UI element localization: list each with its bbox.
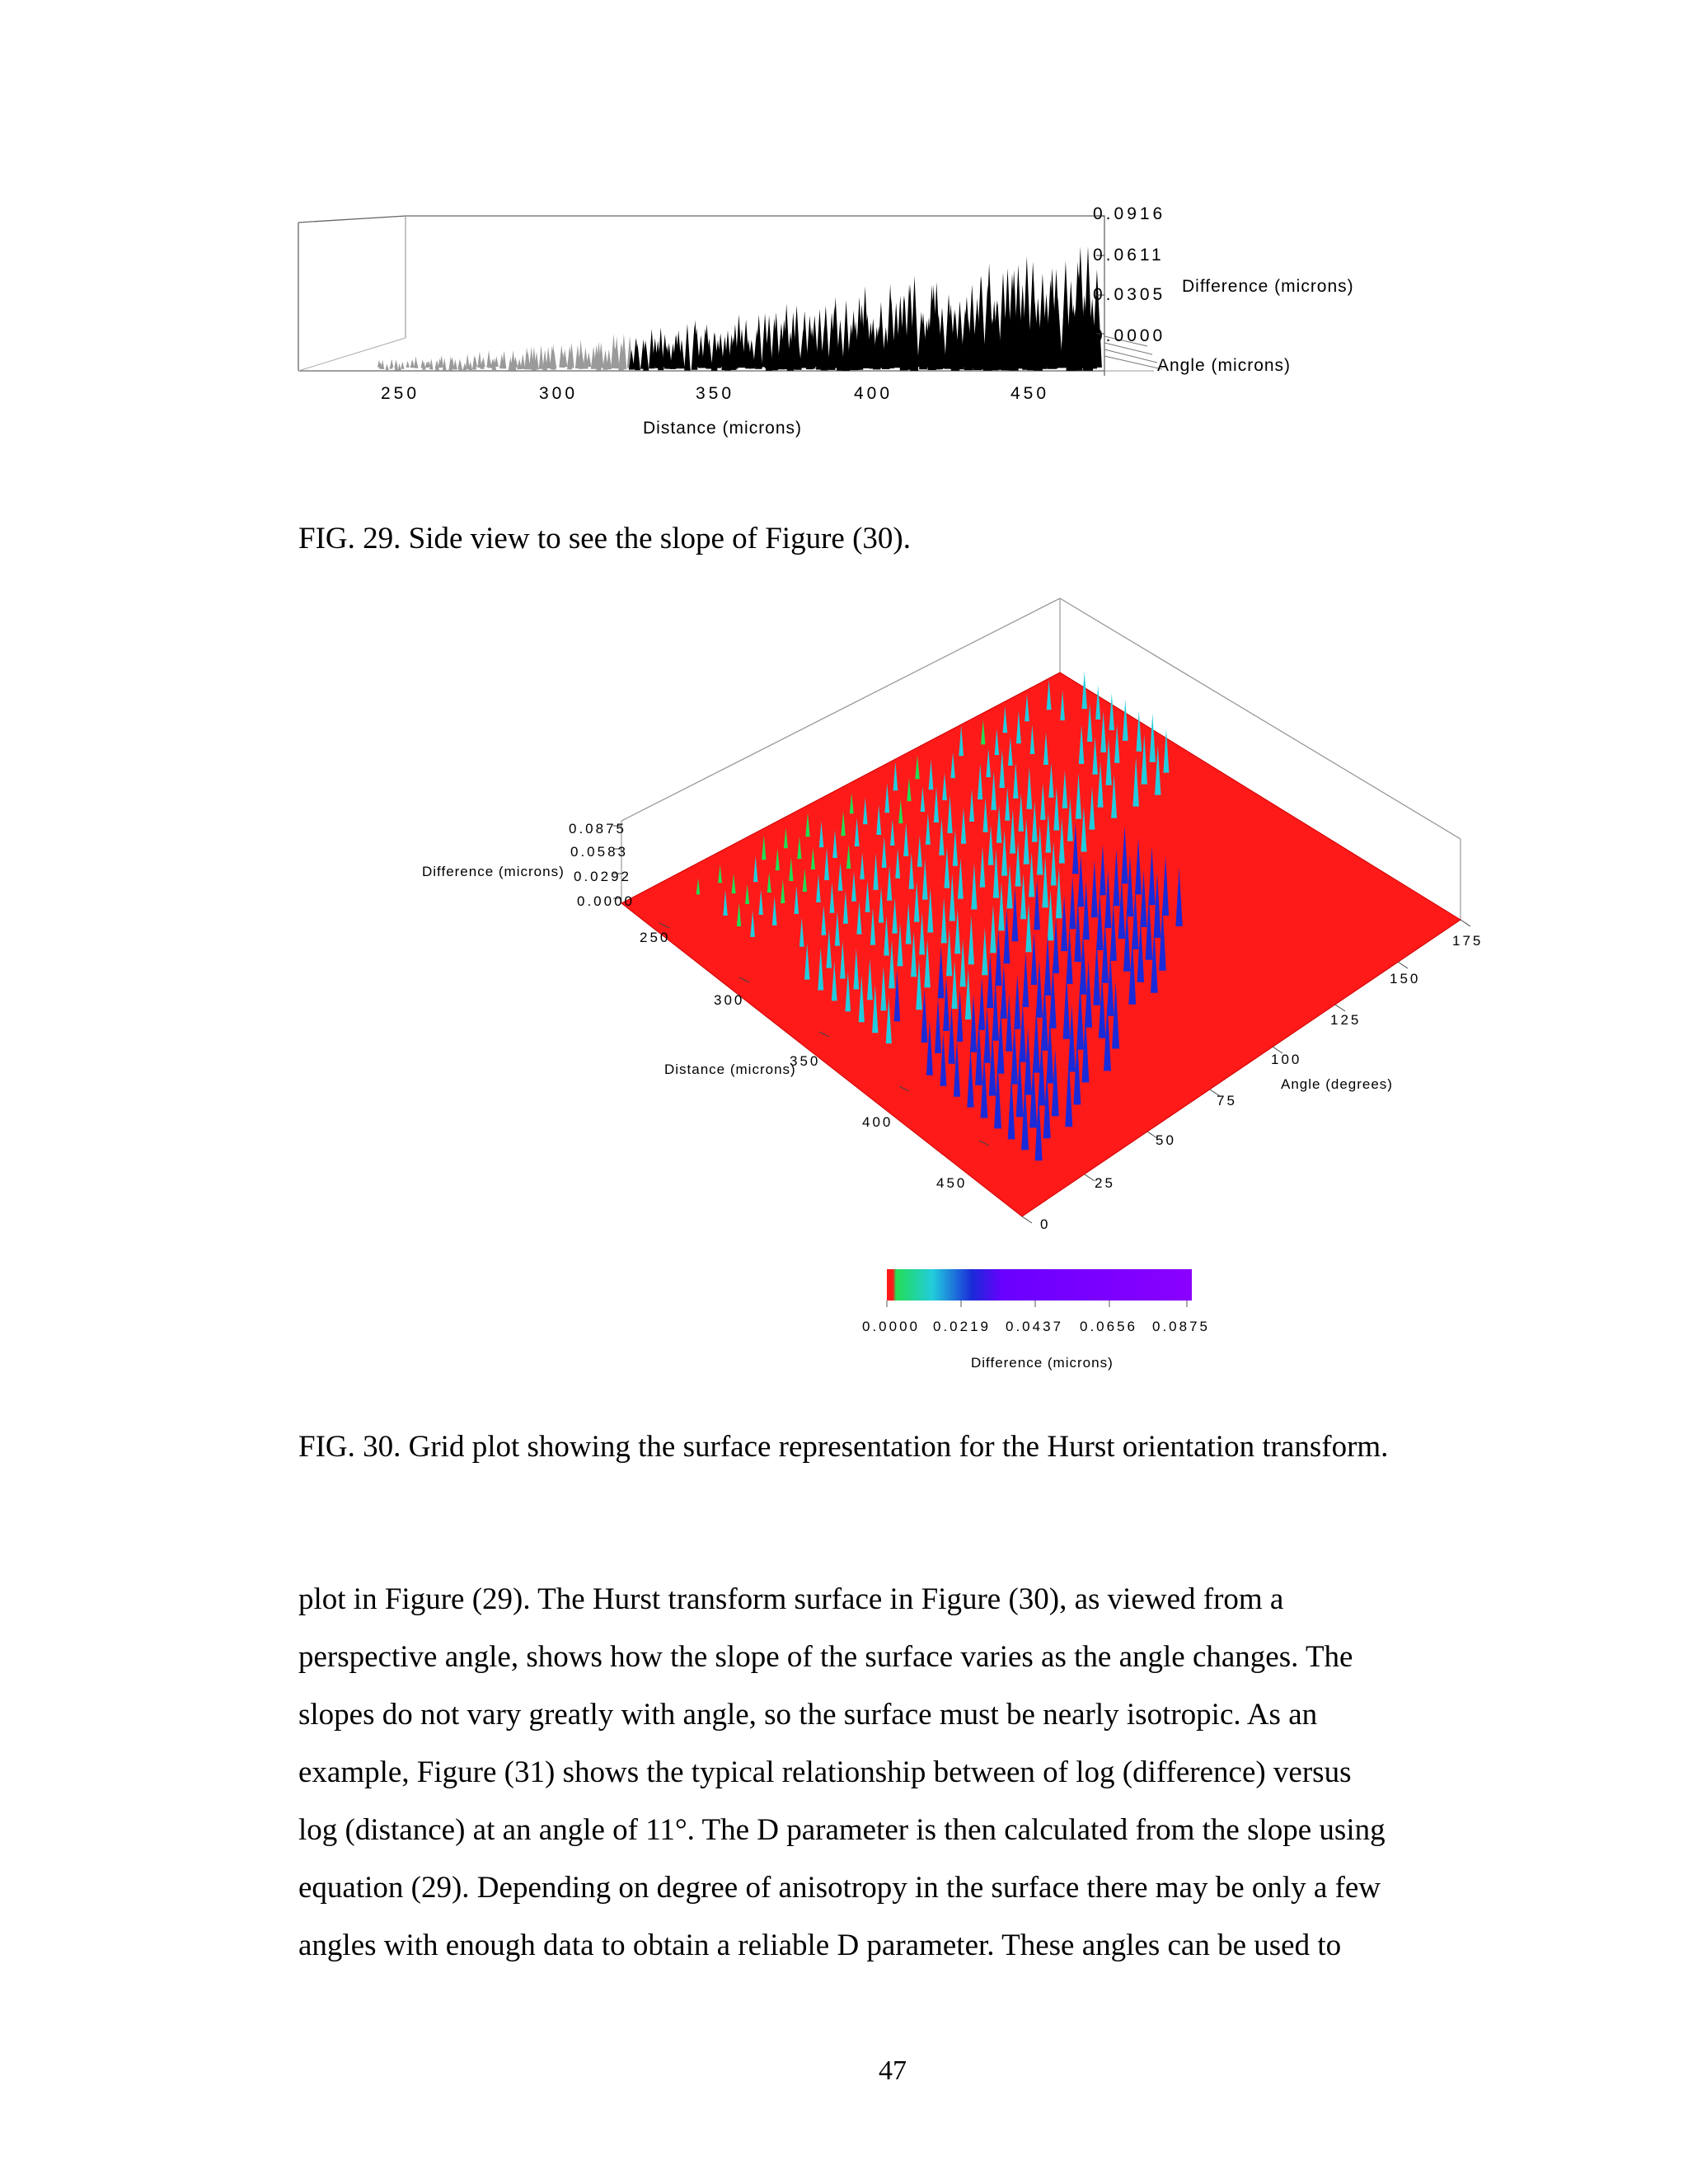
fig29-spike <box>414 356 417 368</box>
fig30-angle-tick-3: 75 <box>1217 1093 1237 1108</box>
fig30-angle-tick-6: 150 <box>1390 971 1421 987</box>
fig29-spikes <box>377 246 1102 371</box>
fig30-z-tick-0: 0.0875 <box>569 821 626 837</box>
fig30-colorbar-tick-0: 0.0000 <box>862 1319 920 1334</box>
body-paragraph <box>298 1571 1493 1975</box>
body-line: equation (29). Depending on degree of anisotropy in the surface there may be only a few <box>298 1871 1381 1905</box>
fig29-spike <box>477 351 481 368</box>
fig30-z-tick-1: 0.0583 <box>570 844 628 860</box>
fig29-z-tick-0: 0.0916 <box>1093 204 1166 223</box>
fig30-colorbar-tick-2: 0.0437 <box>1006 1319 1063 1334</box>
fig30-colorbar-tick-3: 0.0656 <box>1080 1319 1137 1334</box>
body-line: log (distance) at an angle of 11°. The D parameter is then calculated from the slope using <box>298 1813 1386 1847</box>
fig29-spike <box>443 358 447 370</box>
fig30-caption: FIG. 30. Grid plot showing the surface representation for the Hurst orientation transform. <box>298 1430 1389 1464</box>
fig29-spike <box>401 362 404 369</box>
fig30-distance-tick-3: 400 <box>862 1114 893 1130</box>
fig29-plot <box>280 198 1368 462</box>
fig30-angle-tick-4: 100 <box>1271 1052 1302 1067</box>
fig30-z-tick-3: 0.0000 <box>577 893 635 909</box>
fig29-spike <box>457 359 462 369</box>
fig30-colorbar-label: Difference (microns) <box>971 1355 1114 1371</box>
fig29-spike <box>386 364 389 370</box>
fig30-angle-tick-5: 125 <box>1330 1012 1362 1028</box>
fig30-distance-tick-2: 350 <box>790 1053 821 1069</box>
fig29-caption: FIG. 29. Side view to see the slope of Figure (30). <box>298 522 911 555</box>
fig29-spike <box>466 354 470 369</box>
fig29-spike <box>453 359 457 369</box>
fig29-angle-label: Angle (microns) <box>1157 356 1292 375</box>
fig30-z-tick-2: 0.0292 <box>574 869 631 884</box>
fig29-z-label: Difference (microns) <box>1182 277 1354 296</box>
fig30-distance-label: Distance (microns) <box>664 1062 796 1077</box>
fig29-spike <box>390 359 393 368</box>
fig29-x-tick-0: 250 <box>381 384 420 403</box>
fig29-z-tick-2: 0.0305 <box>1093 285 1166 304</box>
fig29-spike <box>539 345 544 369</box>
fig30-distance-tick-0: 250 <box>640 930 671 945</box>
fig29-x-label: Distance (microns) <box>643 419 803 438</box>
fig30-colorbar <box>887 1269 1192 1301</box>
fig30-angle-label: Angle (degrees) <box>1281 1076 1393 1092</box>
body-line: angles with enough data to obtain a reliable D parameter. These angles can be used to <box>298 1929 1342 1962</box>
fig29-x-tick-4: 450 <box>1010 384 1050 403</box>
fig29-spike <box>429 359 434 369</box>
fig30-colorbar-tick-1: 0.0219 <box>933 1319 991 1334</box>
fig30-colorbar-ticks <box>882 1301 1203 1312</box>
fig29-spike <box>495 356 499 367</box>
body-line: example, Figure (31) shows the typical relationship between of log (difference) versus <box>298 1755 1352 1789</box>
fig30-z-label: Difference (microns) <box>422 864 565 879</box>
body-line: slopes do not vary greatly with angle, so the surface must be nearly isotropic. As an <box>298 1698 1318 1732</box>
fig29-spike <box>406 361 410 368</box>
fig30-distance-tick-4: 450 <box>936 1175 968 1191</box>
fig30-angle-tick-7: 175 <box>1452 933 1484 949</box>
fig30-colorbar-tick-4: 0.0875 <box>1152 1319 1210 1334</box>
fig30-surface <box>621 673 1461 1216</box>
fig29-z-tick-1: 0.0611 <box>1093 246 1165 265</box>
fig29-spike <box>521 354 526 368</box>
fig29-x-tick-2: 350 <box>696 384 735 403</box>
fig29-z-tick-3: 0.0000 <box>1093 326 1166 345</box>
fig29-spike <box>607 349 612 370</box>
fig30-plot <box>610 590 1484 1249</box>
fig30-angle-tick-0: 0 <box>1040 1216 1051 1232</box>
body-line: perspective angle, shows how the slope of the surface varies as the angle changes. The <box>298 1640 1353 1674</box>
fig29-spike <box>381 360 384 369</box>
fig29-x-tick-3: 400 <box>854 384 893 403</box>
page-number: 47 <box>879 2055 907 2086</box>
fig29-x-tick-1: 300 <box>539 384 579 403</box>
fig30-angle-tick-2: 50 <box>1156 1132 1176 1148</box>
fig29-spike <box>398 363 401 371</box>
body-line: plot in Figure (29). The Hurst transform surface in Figure (30), as viewed from a <box>298 1582 1284 1616</box>
fig30-angle-tick-1: 25 <box>1095 1175 1115 1191</box>
fig30-distance-tick-1: 300 <box>714 992 745 1008</box>
